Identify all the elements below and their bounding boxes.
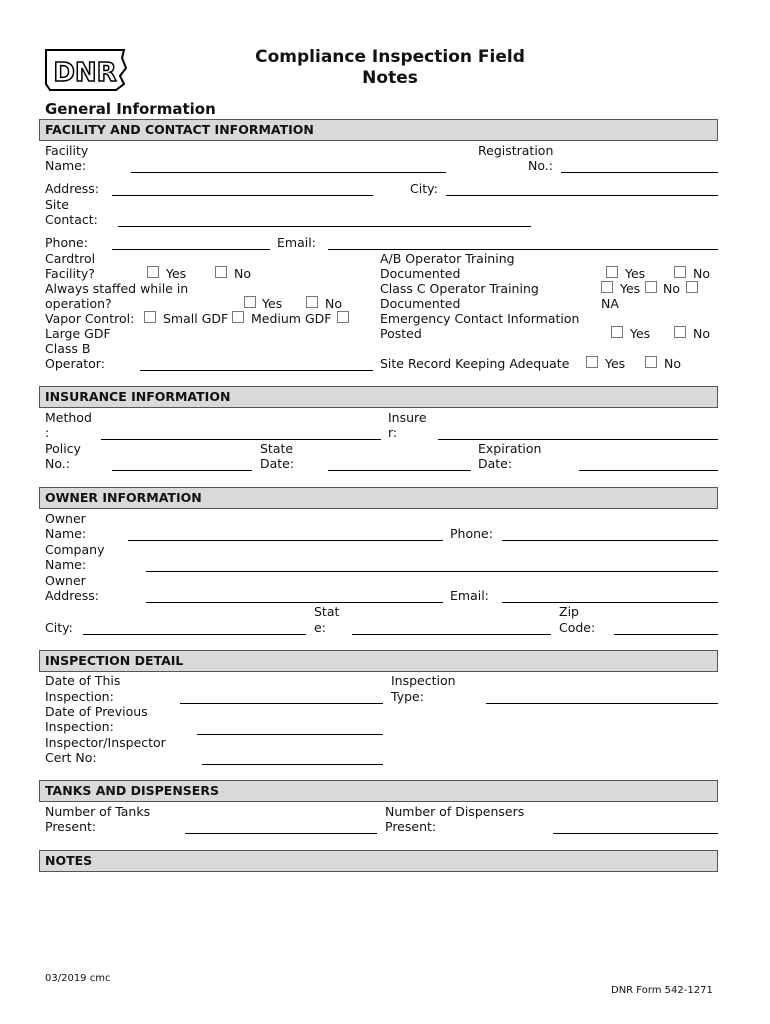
owner-city-label: City: — [45, 620, 73, 635]
owner-zip-label-1: Zip — [559, 604, 579, 619]
ab-training-no-label: No — [693, 266, 710, 281]
class-c-na-label: NA — [601, 296, 619, 311]
site-record-yes-label: Yes — [605, 356, 626, 371]
inspection-section-heading: INSPECTION DETAIL — [39, 650, 718, 672]
owner-address-label-1: Owner — [45, 573, 86, 588]
inspection-date-field[interactable] — [180, 703, 383, 704]
facility-name-label-2: Name: — [45, 158, 87, 173]
company-name-label-1: Company — [45, 542, 105, 557]
dnr-logo — [42, 44, 130, 94]
registration-no-field[interactable] — [561, 172, 718, 173]
tanks-label-1: Number of Tanks — [45, 804, 151, 819]
footer-revision: 03/2019 cmc — [45, 973, 111, 984]
inspector-cert-field[interactable] — [202, 764, 383, 765]
logo-text: DNR — [53, 58, 117, 88]
class-c-yes-checkbox[interactable] — [601, 281, 613, 293]
owner-address-field[interactable] — [146, 602, 443, 603]
inspector-label-2: Cert No: — [45, 750, 97, 765]
class-c-training-label-2: Documented — [380, 296, 461, 311]
address-label: Address: — [45, 181, 99, 196]
class-c-training-label-1: Class C Operator Training — [380, 281, 539, 296]
registration-label-1: Registration — [478, 143, 554, 158]
insurer-field[interactable] — [438, 439, 718, 440]
tanks-present-field[interactable] — [185, 833, 377, 834]
cardtrol-label-1: Cardtrol — [45, 251, 96, 266]
address-field[interactable] — [112, 195, 373, 196]
site-record-yes-checkbox[interactable] — [586, 356, 598, 368]
owner-phone-field[interactable] — [502, 540, 718, 541]
expiration-date-field[interactable] — [579, 470, 718, 471]
dispensers-label-1: Number of Dispensers — [385, 804, 525, 819]
policy-label-2: No.: — [45, 456, 70, 471]
email-label: Email: — [277, 235, 316, 250]
medium-gdf-label: Medium GDF — [251, 311, 332, 326]
insurance-section-heading: INSURANCE INFORMATION — [39, 386, 718, 408]
registration-label-2: No.: — [528, 158, 553, 173]
class-c-na-checkbox[interactable] — [686, 281, 698, 293]
footer-form-number: DNR Form 542-1271 — [611, 985, 713, 996]
company-name-field[interactable] — [146, 571, 718, 572]
small-gdf-label: Small GDF — [163, 311, 229, 326]
staffed-label-1: Always staffed while in — [45, 281, 189, 296]
emergency-yes-label: Yes — [630, 326, 651, 341]
expiration-label-1: Expiration — [478, 441, 542, 456]
owner-name-label-1: Owner — [45, 511, 86, 526]
ab-training-label-1: A/B Operator Training — [380, 251, 515, 266]
inspection-date-label-1: Date of This — [45, 673, 121, 688]
owner-email-label: Email: — [450, 588, 489, 603]
inspector-label-1: Inspector/Inspector — [45, 735, 166, 750]
class-c-no-checkbox[interactable] — [645, 281, 657, 293]
site-contact-label-2: Contact: — [45, 212, 98, 227]
owner-name-label-2: Name: — [45, 526, 87, 541]
dispensers-label-2: Present: — [385, 819, 437, 834]
insurer-label-2: r: — [388, 425, 398, 440]
dispensers-present-field[interactable] — [553, 833, 718, 834]
form-title-line1: Compliance Inspection Field — [255, 47, 525, 67]
staffed-no-label: No — [325, 296, 342, 311]
owner-address-label-2: Address: — [45, 588, 99, 603]
large-gdf-checkbox[interactable] — [337, 311, 349, 323]
owner-name-field[interactable] — [128, 540, 443, 541]
staffed-no-checkbox[interactable] — [306, 296, 318, 308]
inspection-type-label-1: Inspection — [391, 673, 456, 688]
previous-inspection-field[interactable] — [197, 734, 383, 735]
ab-training-label-2: Documented — [380, 266, 461, 281]
vapor-control-label: Vapor Control: — [45, 311, 135, 326]
notes-section-heading: NOTES — [39, 850, 718, 872]
owner-city-field[interactable] — [83, 634, 306, 635]
tanks-section-heading: TANKS AND DISPENSERS — [39, 780, 718, 802]
policy-no-field[interactable] — [112, 470, 252, 471]
form-title-line2: Notes — [362, 68, 418, 88]
expiration-label-2: Date: — [478, 456, 513, 471]
staffed-yes-label: Yes — [262, 296, 283, 311]
inspection-date-label-2: Inspection: — [45, 689, 114, 704]
owner-phone-label: Phone: — [450, 526, 493, 541]
city-field[interactable] — [446, 195, 718, 196]
emergency-label-2: Posted — [380, 326, 422, 341]
company-name-label-2: Name: — [45, 557, 87, 572]
phone-label: Phone: — [45, 235, 88, 250]
large-gdf-label: Large GDF — [45, 326, 111, 341]
email-field[interactable] — [328, 249, 718, 250]
ab-training-yes-checkbox[interactable] — [606, 266, 618, 278]
owner-email-field[interactable] — [502, 602, 718, 603]
facility-name-field[interactable] — [131, 172, 446, 173]
staffed-yes-checkbox[interactable] — [244, 296, 256, 308]
cardtrol-yes-label: Yes — [166, 266, 187, 281]
city-label: City: — [410, 181, 438, 196]
ab-training-yes-label: Yes — [625, 266, 646, 281]
previous-inspection-label-2: Inspection: — [45, 719, 114, 734]
emergency-label-1: Emergency Contact Information — [380, 311, 580, 326]
site-contact-field[interactable] — [118, 226, 531, 227]
small-gdf-checkbox[interactable] — [144, 311, 156, 323]
class-b-label-2: Operator: — [45, 356, 105, 371]
emergency-no-label: No — [693, 326, 710, 341]
previous-inspection-label-1: Date of Previous — [45, 704, 148, 719]
facility-name-label-1: Facility — [45, 143, 89, 158]
owner-state-label-1: Stat — [314, 604, 340, 619]
cardtrol-label-2: Facility? — [45, 266, 95, 281]
class-c-yes-label: Yes — [620, 281, 641, 296]
staffed-label-2: operation? — [45, 296, 112, 311]
inspection-type-label-2: Type: — [391, 689, 424, 704]
site-record-no-label: No — [664, 356, 681, 371]
emergency-yes-checkbox[interactable] — [611, 326, 623, 338]
owner-state-field[interactable] — [352, 634, 551, 635]
state-date-label-1: State — [260, 441, 294, 456]
insurer-label-1: Insure — [388, 410, 427, 425]
ab-training-no-checkbox[interactable] — [674, 266, 686, 278]
site-record-label: Site Record Keeping Adequate — [380, 356, 570, 371]
class-b-label-1: Class B — [45, 341, 91, 356]
emergency-no-checkbox[interactable] — [674, 326, 686, 338]
state-date-label-2: Date: — [260, 456, 295, 471]
owner-section-heading: OWNER INFORMATION — [39, 487, 718, 509]
phone-field[interactable] — [112, 249, 270, 250]
medium-gdf-checkbox[interactable] — [232, 311, 244, 323]
general-information-heading: General Information — [45, 100, 216, 118]
owner-zip-field[interactable] — [614, 634, 718, 635]
facility-section-heading: FACILITY AND CONTACT INFORMATION — [39, 119, 718, 141]
cardtrol-yes-checkbox[interactable] — [147, 266, 159, 278]
method-label-1: Method — [45, 410, 92, 425]
owner-state-label-2: e: — [314, 620, 326, 635]
policy-label-1: Policy — [45, 441, 81, 456]
site-contact-label-1: Site — [45, 197, 69, 212]
cardtrol-no-checkbox[interactable] — [215, 266, 227, 278]
method-field[interactable] — [101, 439, 381, 440]
cardtrol-no-label: No — [234, 266, 251, 281]
tanks-label-2: Present: — [45, 819, 97, 834]
site-record-no-checkbox[interactable] — [645, 356, 657, 368]
class-c-no-label: No — [663, 281, 680, 296]
inspection-type-field[interactable] — [486, 703, 718, 704]
method-label-2: : — [45, 425, 50, 440]
owner-zip-label-2: Code: — [559, 620, 596, 635]
class-b-operator-field[interactable] — [140, 370, 373, 371]
state-date-field[interactable] — [328, 470, 471, 471]
